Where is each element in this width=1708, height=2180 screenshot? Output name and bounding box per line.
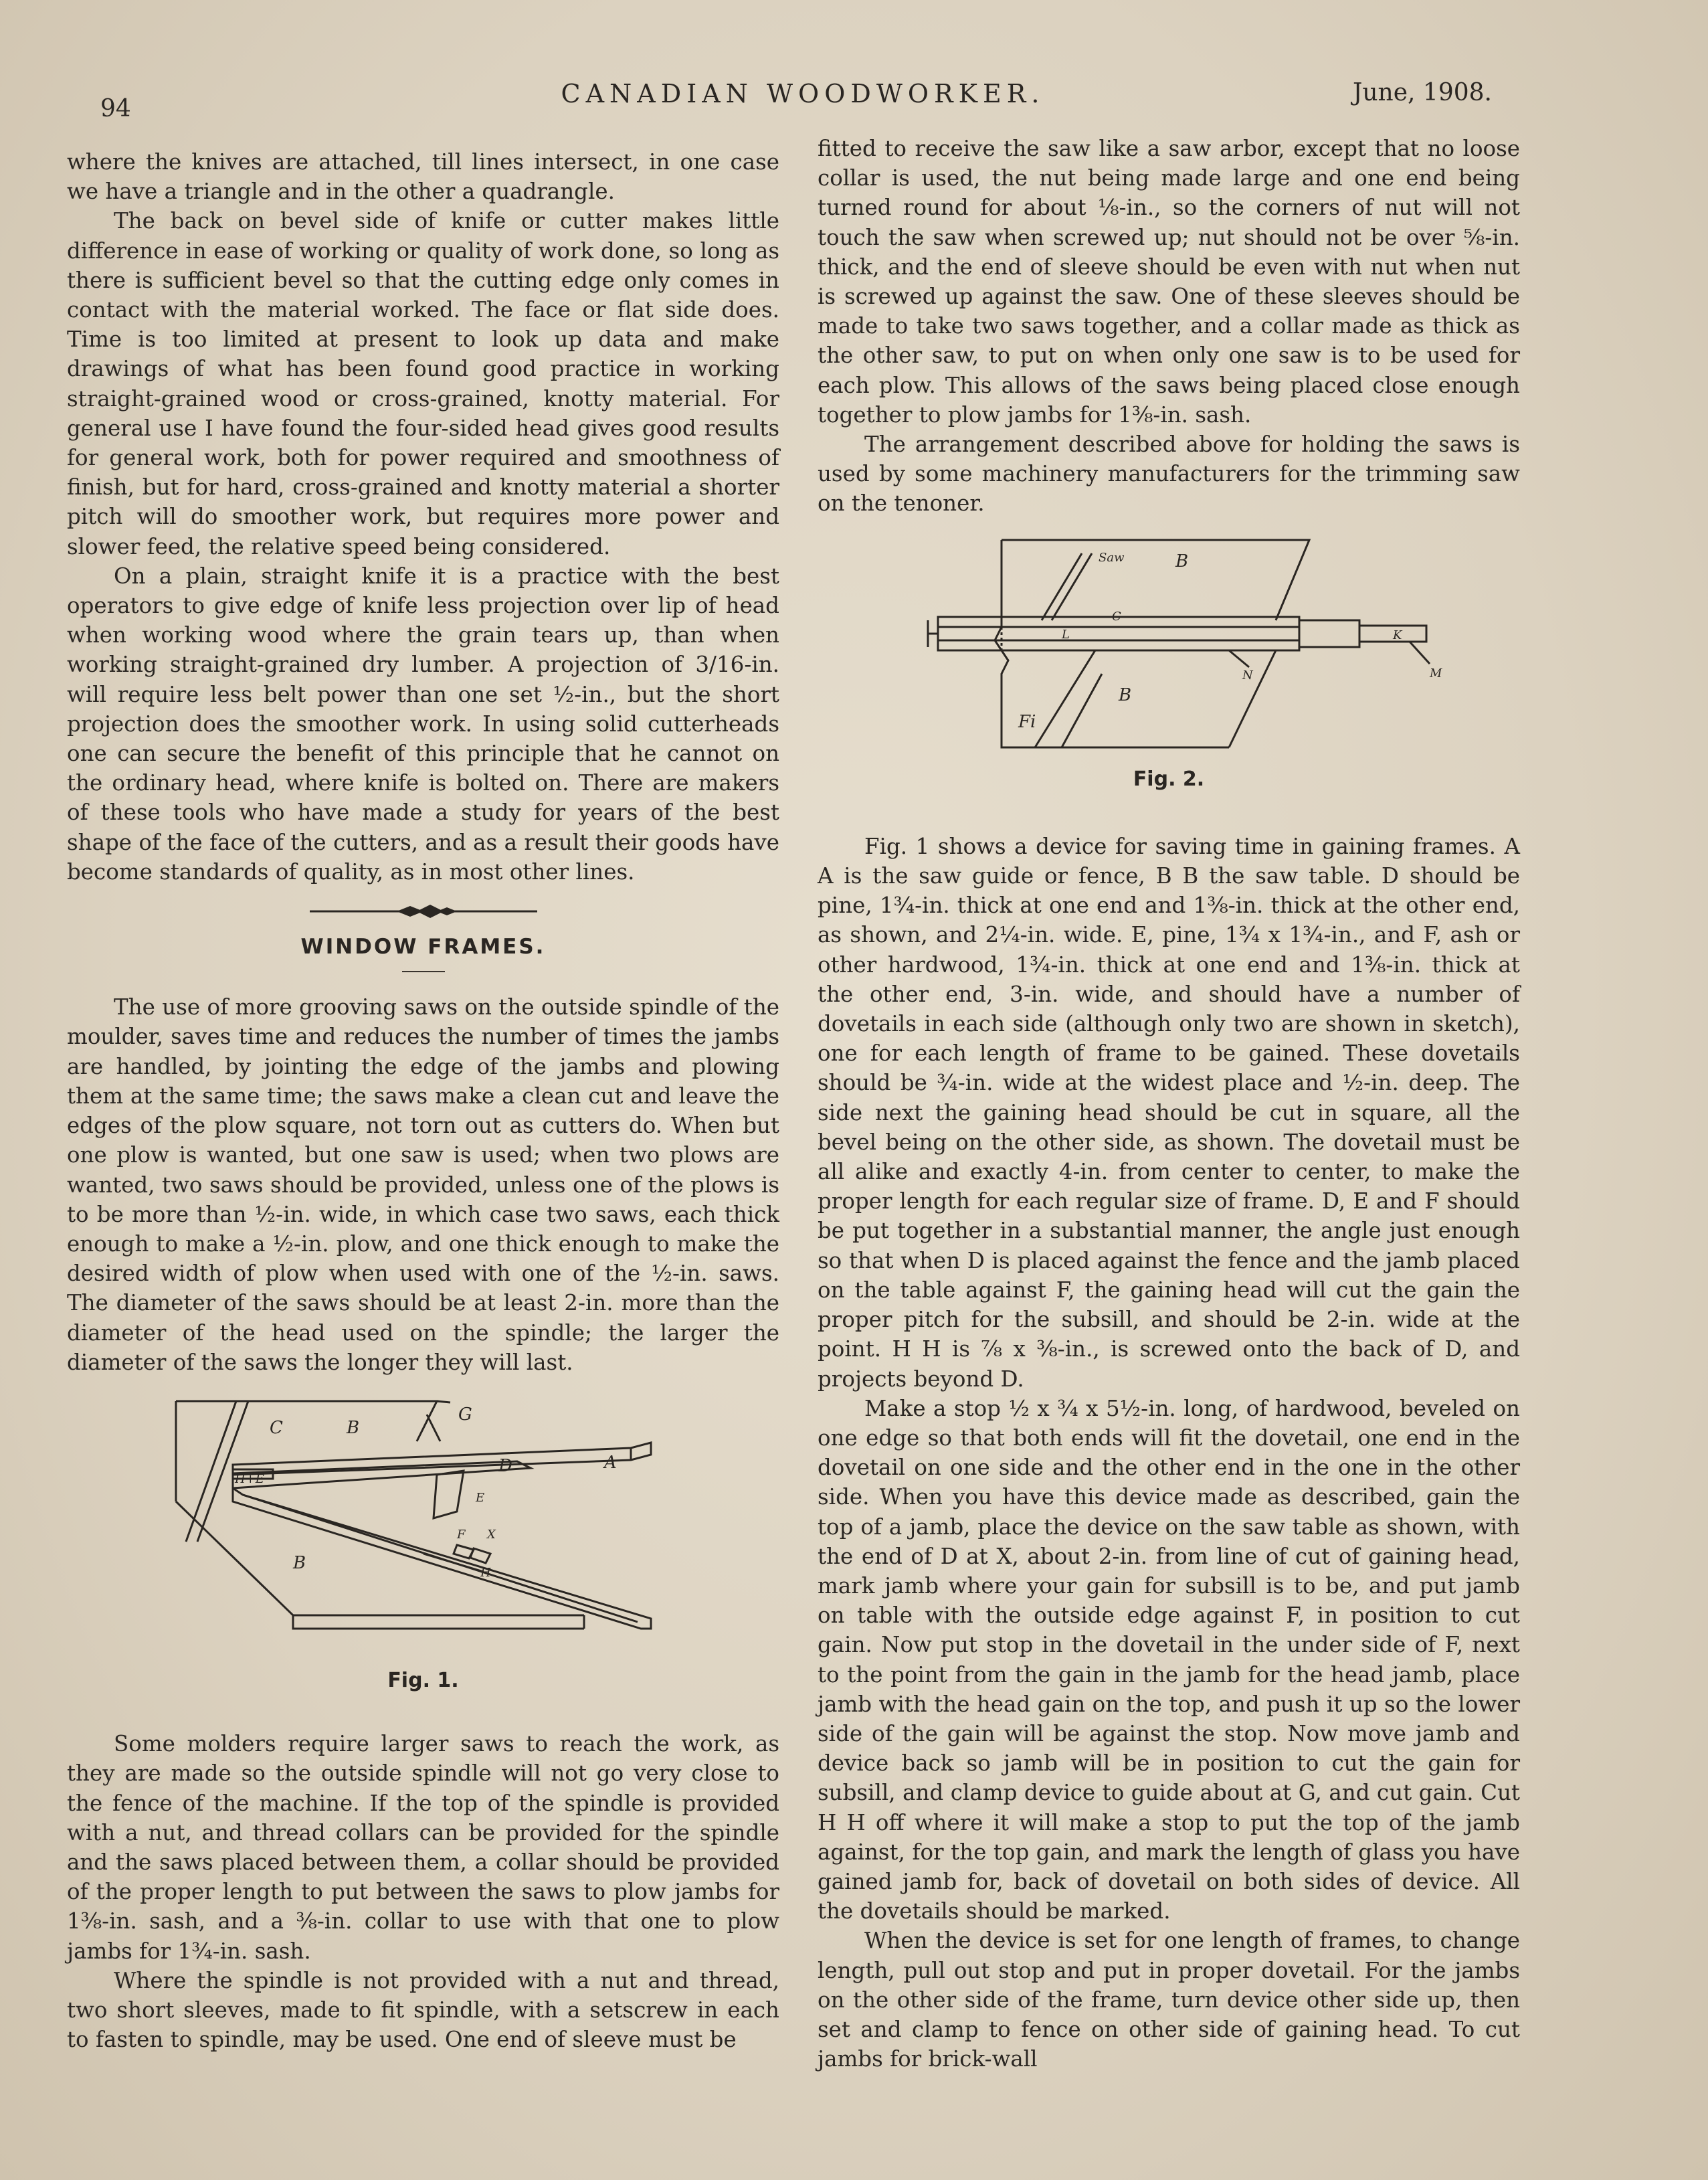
figure-1-diagram (169, 1394, 678, 1662)
fig2-label-saw: Saw (1099, 550, 1125, 565)
title-rule (402, 971, 445, 972)
paragraph: Where the spindle is not provided with a nut and thread, two short sleeves, made to fit spindle, with a setscrew in each to fasten to spindle, may be used. One end of sleeve must be (67, 1967, 779, 2053)
fig2-label-m: M (1430, 666, 1442, 680)
fig2-label-c: C (1112, 609, 1121, 624)
paragraph: On a plain, straight knife it is a practice with the best operators to give edge of knife less projection over lip of head when working wood where the grain tears up, than when working straight-grained dry lumber. A projection of 3/16-in. will require less belt power than one set ½-in., but the short projection does the smoother work. In using solid cutterheads one can secure the benefit of this principle that he cannot on the ordinary head, where knife is bolted on. There are makers of these tools who have made a study for years of the best shape of the face of the cutters, and as a result their goods have become standards of quality, as in most other lines. (67, 563, 779, 885)
fig2-label-n: N (1242, 668, 1253, 683)
page-number: 94 (100, 95, 131, 122)
section-ornament (310, 900, 537, 923)
journal-title: CANADIAN WOODWORKER. (561, 79, 1045, 108)
paragraph: The back on bevel side of knife or cutter makes little difference in ease of working or quality of work done, so long as there is sufficient bevel so that the cutting edge only comes in contact with the material worked. The face or flat side does. Time is too limited at present to look up data and make drawings of what has been found good practice in working straight-grained wood or cross-grained, knotty material. For general use I have found the four-sided head gives good results for general work, both for power required and smoothness of finish, but for hard, cross-grained and knotty material a shorter pitch will do smoother work, but requires more power and slower feed, the relative speed being considered. (67, 208, 779, 559)
fig1-label-h: H (480, 1565, 491, 1580)
fig1-label-a: A (603, 1452, 617, 1473)
paragraph: The use of more grooving saws on the outside spindle of the moulder, saves time and reduces the number of times the jambs are handled, by jointing the edge of the jambs and plowing them at the same time; the saws make a clean cut and leave the edges of the plow square, not torn out as cutters do. When but one plow is wanted, but one saw is used; when two plows are wanted, two saws should be provided, unless one of the plows is to be more than ½-in. wide, in which case two saws, each thick enough to make a ½-in. plow, and one thick enough to make the desired width of plow when used with one of the ½-in. saws. The diameter of the saws should be at least 2-in. more than the diameter of the head used on the spindle; the larger the diameter of the saws the longer they will last. (67, 994, 779, 1375)
fig1-label-g: G (458, 1404, 472, 1425)
fig2-label-fi: Fi (1018, 711, 1036, 732)
fig1-label-d: D (498, 1455, 512, 1476)
fig2-label-b-bottom: B (1119, 685, 1132, 705)
issue-date: June, 1908. (1352, 79, 1492, 106)
fig2-label-k: K (1393, 628, 1402, 642)
fig1-label-b-top: B (346, 1417, 359, 1438)
fig1-label-c: C (269, 1417, 283, 1438)
fig1-label-x: X (486, 1527, 496, 1542)
paragraph: When the device is set for one length of frames, to change length, pull out stop and put in proper dovetail. For the jambs on the other side of the frame, turn device other side up, then set and clamp to fence on other side of gaining head. To cut jambs for brick-wall (818, 1928, 1520, 2072)
fig2-label-l: L (1062, 627, 1070, 642)
fig1-label-f: F (456, 1527, 465, 1542)
paragraph: Make a stop ½ x ¾ x 5½-in. long, of hardwood, beveled on one edge so that both ends will fit the dovetail, one end in the dovetail on one side and the other end in the one in the other side. When you have this device made as described, gain the top of a jamb, place the device on the saw table as shown, with the end of D at X, about 2-in. from line of cut of gaining head, mark jamb where your gain for subsill is to be, and put jamb on table with the outside edge against F, in position to cut gain. Now put stop in the dovetail in the under side of F, next to the point from the gain in the jamb for the head jamb, place jamb with the head gain on the top, and push it up so the lower side of the gain will be against the stop. Now move jamb and device back so jamb will be in position to cut the gain for subsill, and clamp device to guide about at G, and cut gain. Cut H H off where it will make a stop to put the top of the jamb against, for the top gain, and mark the length of glass you have gained jamb for, back of dovetail on both sides of device. All the dovetails should be marked. (818, 1395, 1520, 1924)
paragraph: Fig. 1 shows a device for saving time in gaining frames. A A is the saw guide or fence, B B the saw table. D should be pine, 1¾-in. thick at one end and 1⅜-in. thick at the other end, as shown, and 2¼-in. wide. E, pine, 1¾ x 1¾-in., and F, ash or other hardwood, 1¾-in. thick at one end and 1⅜-in. thick at the other end, 3-in. wide, and should have a number of dovetails in each side (although only two are shown in sketch), one for each length of frame to be gained. These dovetails should be ¾-in. wide at the widest place and ½-in. deep. The side next the gaining head should be cut in square, all the bevel being on the other side, as shown. The dovetail must be all alike and exactly 4-in. from center to center, to make the proper length for each regular size of frame. D, E and F should be put together in a substantial manner, the angle just enough so that when D is placed against the fence and the jamb placed on the table against F, the gaining head will cut the gain the proper pitch for the subsill, and should be 2-in. wide at the point. H H is ⅞ x ⅜-in., is screwed onto the back of D, and projects beyond D. (818, 833, 1520, 1392)
figure-2-diagram (901, 533, 1442, 761)
fig1-label-b-left: B (292, 1552, 306, 1573)
left-column (67, 147, 779, 2054)
paragraph: The arrangement described above for holding the saws is used by some machinery manufacturers for the trimming saw on the tenoner. (818, 432, 1520, 517)
page-header (94, 75, 1512, 122)
paragraph: where the knives are attached, till lines intersect, in one case we have a triangle and in the other a quadrangle. (67, 149, 779, 205)
section-title: WINDOW FRAMES. (300, 935, 546, 960)
right-column (818, 134, 1520, 2074)
fig2-label-b-top: B (1175, 551, 1189, 571)
figure-1-caption: Fig. 1. (387, 1668, 459, 1692)
fig1-label-he: H+E (234, 1471, 264, 1486)
fig1-label-e: E (475, 1490, 484, 1505)
paragraph: fitted to receive the saw like a saw arbor, except that no loose collar is used, the nut being made large and one end being turned round for about ⅛-in., so the corners of nut will not touch the saw when screwed up; nut should not be over ⅝-in. thick, and the end of sleeve should be even with nut when nut is screwed up against the saw. One of these sleeves should be made to take two saws together, and a collar made as thick as the other saw, to put on when only one saw is to be used for each plow. This allows of the saws being placed close enough together to plow jambs for 1⅜-in. sash. (818, 136, 1520, 428)
figure-2-caption: Fig. 2. (1133, 767, 1205, 791)
paragraph: Some molders require larger saws to reach the work, as they are made so the outside spindle will not go very close to the fence of the machine. If the top of the spindle is provided with a nut, and thread collars can be provided for the spindle and the saws placed between them, a collar should be provided of the proper length to put between the saws to plow jambs for 1⅜-in. sash, and a ⅜-in. collar to use with that one to plow jambs for 1¾-in. sash. (67, 1731, 779, 1964)
